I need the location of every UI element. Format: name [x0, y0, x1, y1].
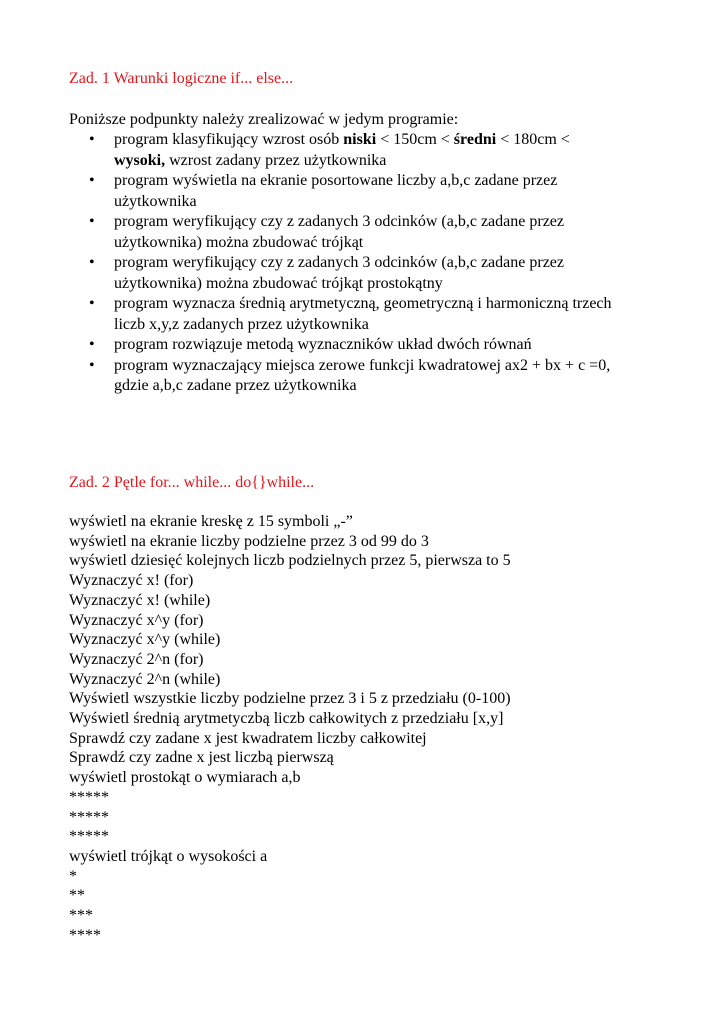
bullet-line: program weryfikujący czy z zadanych 3 odcinków (a,b,c zadane przez [114, 213, 564, 230]
bullet-marker: • [89, 131, 95, 148]
task-line: Wyznaczyć 2^n (while) [69, 670, 221, 688]
bullet-line [114, 130, 654, 151]
asterisk-pattern-line: ***** [69, 788, 109, 806]
bold-term-wysoki: wysoki, [114, 151, 166, 169]
bullet-marker: • [89, 295, 95, 312]
asterisk-pattern-line: * [69, 867, 77, 885]
asterisk-pattern-line: **** [69, 926, 101, 944]
bullet-text: wzrost zadany przez użytkownika [165, 151, 387, 169]
bullet-text: program klasyfikujący wzrost osób [114, 131, 344, 148]
section-2-task-list [69, 512, 511, 945]
section-1-heading: Zad. 1 Warunki logiczne if... else... [69, 70, 294, 87]
bullet-item [69, 130, 654, 171]
task-line: Wyświetl średnią arytmetyczbą liczb całkowitych z przedziału [x,y] [69, 710, 504, 728]
task-line: wyświetl na ekranie liczby podzielne przez 3 od 99 do 3 [69, 532, 429, 550]
bullet-marker: • [89, 213, 95, 230]
task-line: Wyznaczyć x! (for) [69, 572, 194, 590]
bullet-line: program wyświetla na ekranie posortowane liczby a,b,c zadane przez [114, 172, 558, 189]
task-line: Wyznaczyć 2^n (for) [69, 650, 204, 668]
section-1-bullet-list [69, 130, 669, 397]
task-line: wyświetl prostokąt o wymiarach a,b [69, 769, 301, 787]
bullet-line: użytkownika) można zbudować trójkąt prostokątny [114, 274, 443, 292]
asterisk-pattern-line: ***** [69, 808, 109, 826]
task-line: wyświetl trójkąt o wysokości a [69, 847, 268, 865]
task-line: Wyznaczyć x^y (for) [69, 611, 204, 629]
task-line: Wyświetl wszystkie liczby podzielne przez 3 i 5 z przedziału (0-100) [69, 690, 511, 708]
bullet-line [114, 151, 654, 172]
task-line: wyświetl dziesięć kolejnych liczb podzielnych przez 5, pierwsza to 5 [69, 552, 511, 570]
bullet-marker: • [89, 172, 95, 189]
bullet-text: < 150cm < [376, 131, 454, 148]
bullet-line: użytkownika) można zbudować trójkąt [114, 233, 364, 251]
asterisk-pattern-line: *** [69, 907, 93, 925]
bullet-item [69, 171, 654, 212]
task-line: Wyznaczyć x^y (while) [69, 631, 221, 649]
bullet-line: gdzie a,b,c zadane przez użytkownika [114, 377, 357, 394]
bullet-line: użytkownika [114, 192, 197, 210]
asterisk-pattern-line: ***** [69, 828, 109, 846]
task-line: Sprawdź czy zadane x jest kwadratem liczby całkowitej [69, 729, 427, 747]
bullet-marker: • [89, 356, 95, 374]
section-2-heading: Zad. 2 Pętle for... while... do{}while... [69, 474, 315, 491]
bullet-item [69, 356, 654, 397]
task-line: Wyznaczyć x! (while) [69, 591, 211, 609]
bullet-line: program wyznaczający miejsca zerowe funkcji kwadratowej ax2 + bx + c =0, [114, 356, 611, 374]
bullet-marker: • [89, 336, 95, 353]
task-line: wyświetl na ekranie kreskę z 15 symboli „-” [69, 513, 353, 530]
bullet-item [69, 212, 654, 253]
bullet-marker: • [89, 254, 95, 271]
bullet-line: program rozwiązuje metodą wyznaczników układ dwóch równań [114, 336, 532, 353]
task-line: Sprawdź czy zadne x jest liczbą pierwszą [69, 749, 334, 767]
bullet-item [69, 294, 654, 335]
bold-term-niski: niski [343, 131, 377, 148]
bullet-item [69, 253, 654, 294]
asterisk-pattern-line: ** [69, 887, 85, 905]
bullet-line: program weryfikujący czy z zadanych 3 odcinków (a,b,c zadane przez [114, 254, 564, 271]
bullet-line: program wyznacza średnią arytmetyczną, geometryczną i harmoniczną trzech [114, 295, 612, 312]
bold-term-sredni: średni [453, 131, 497, 148]
bullet-text: < 180cm < [496, 131, 570, 148]
section-1-intro: Poniższe podpunkty należy zrealizować w jedym programie: [69, 111, 459, 128]
bullet-line: liczb x,y,z zadanych przez użytkownika [114, 315, 369, 333]
bullet-item [69, 335, 654, 356]
